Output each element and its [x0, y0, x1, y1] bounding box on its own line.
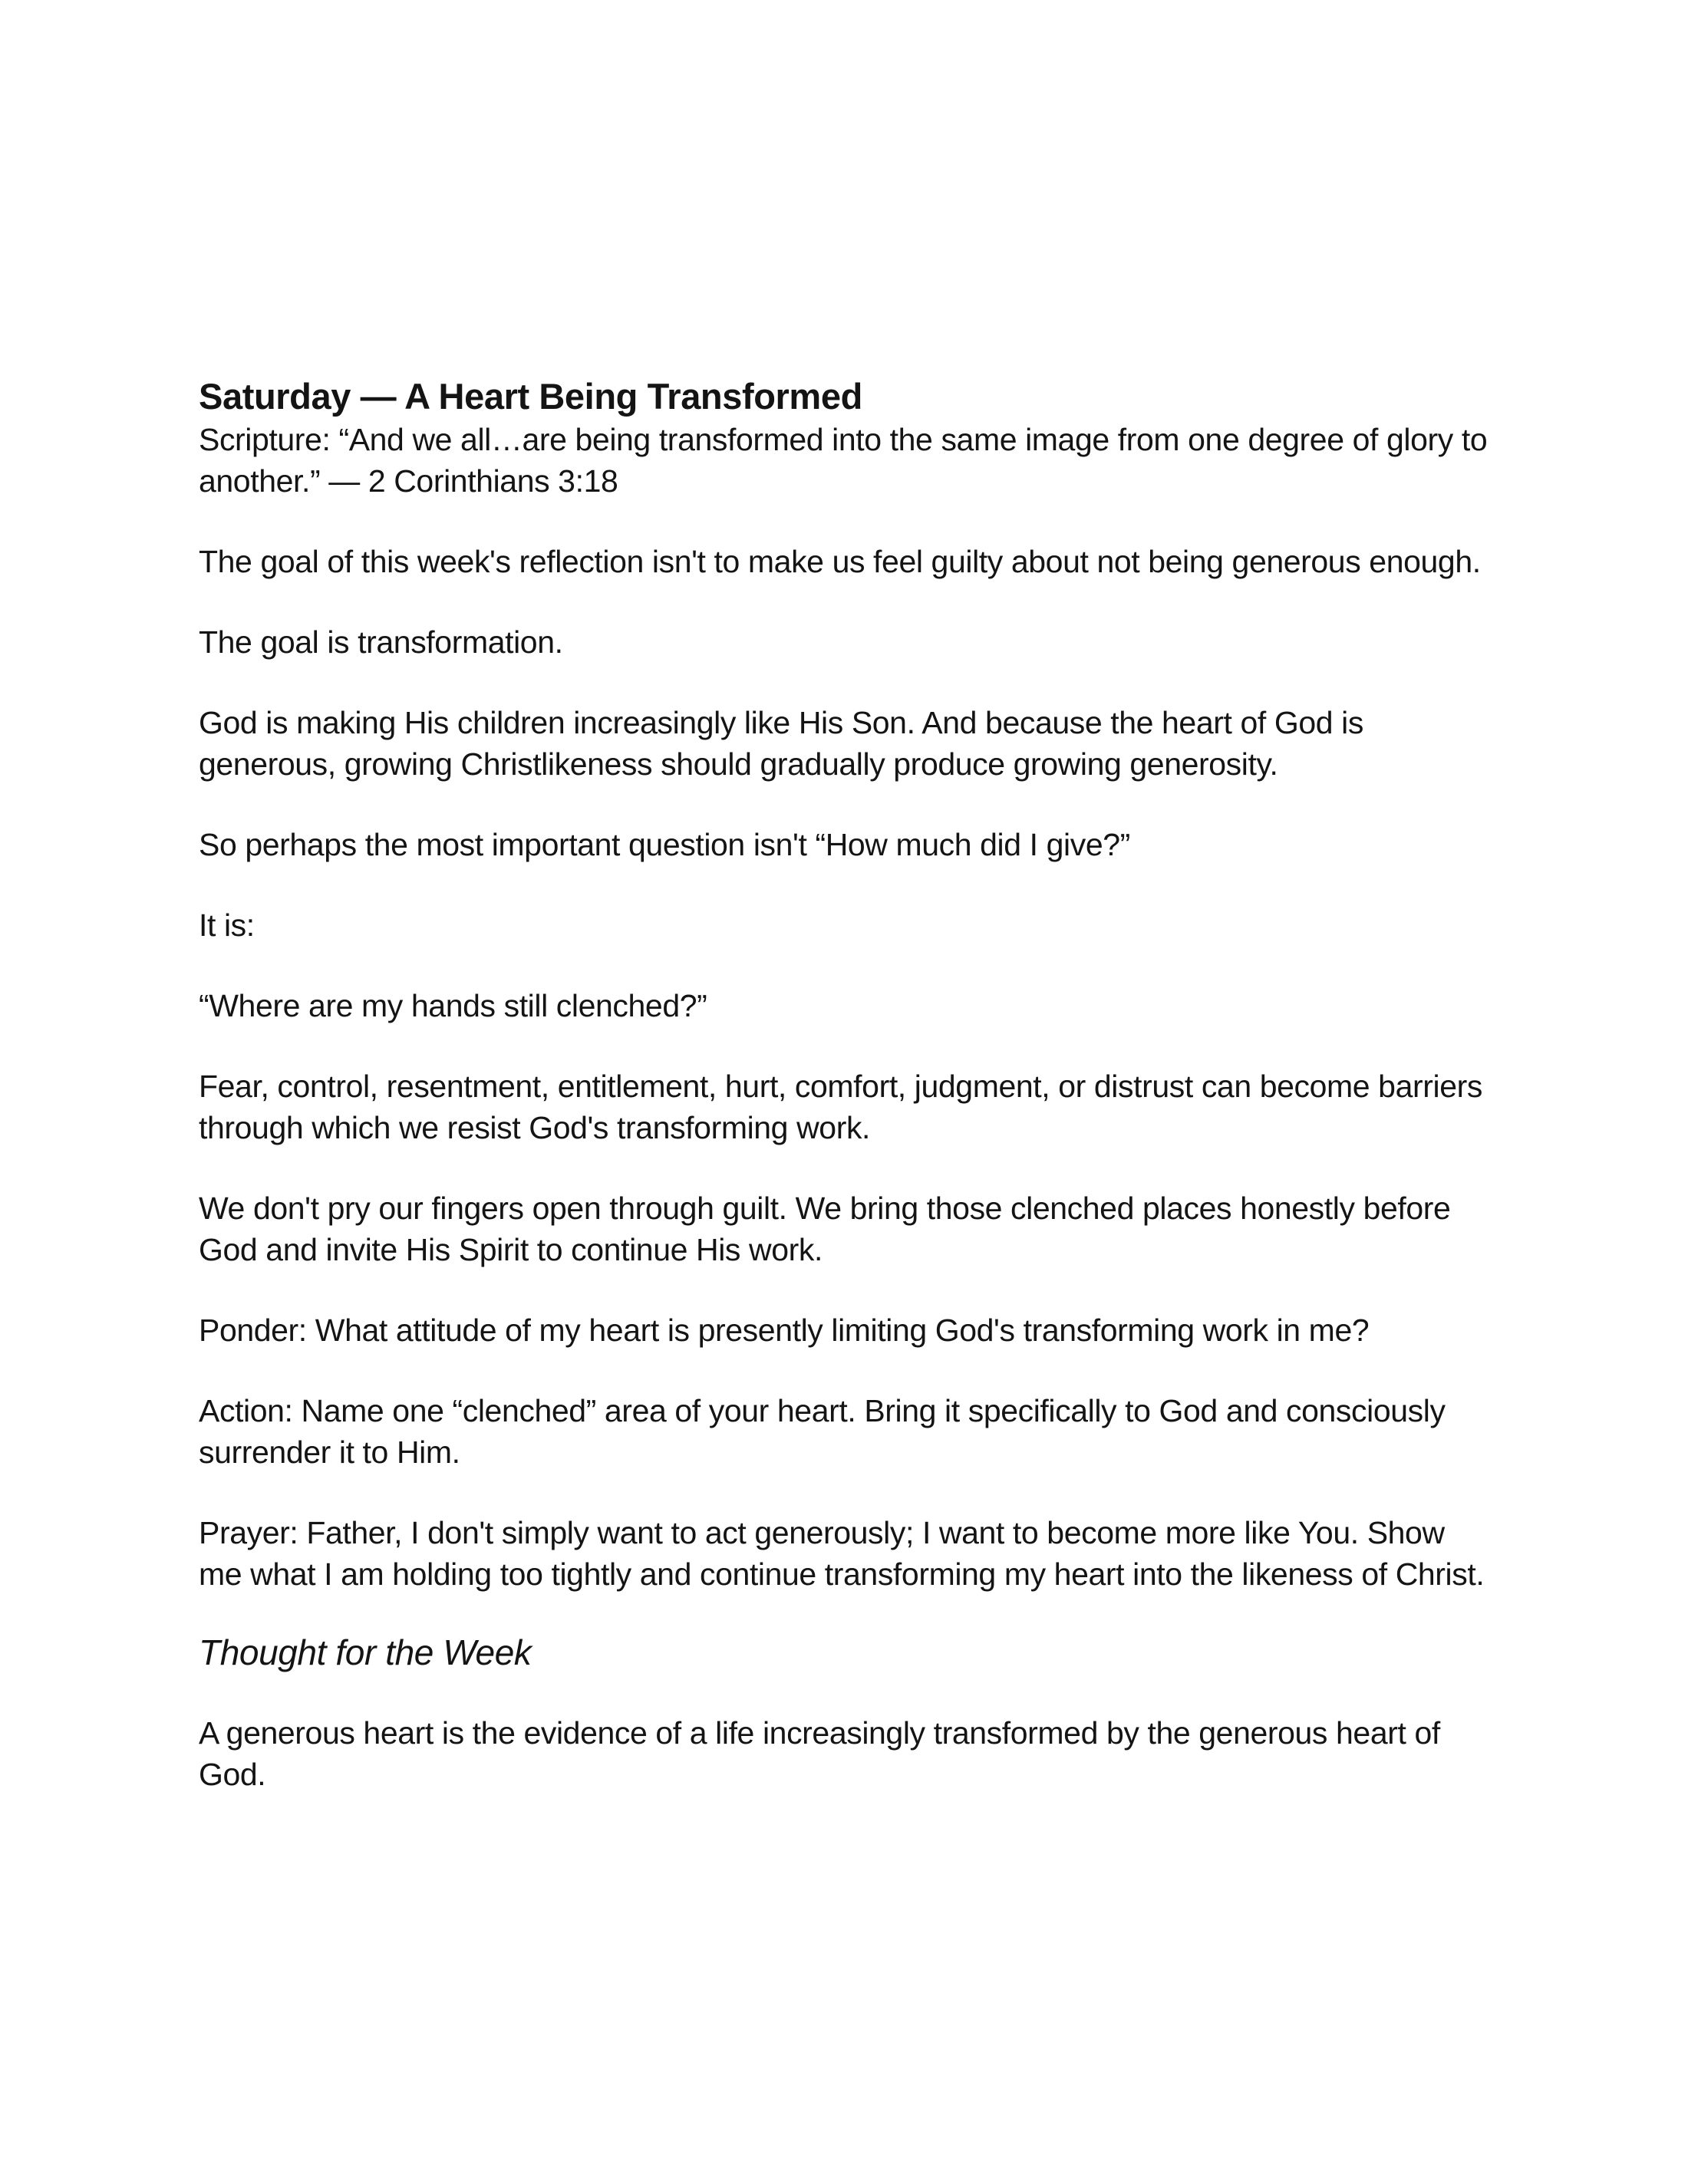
action-text: Action: Name one “clenched” area of your heart. Bring it specifically to God and consciously surrender it to Him. [199, 1393, 1446, 1470]
scripture-text: Scripture: “And we all…are being transformed into the same image from one degree of glory to another.” — 2 Corinthians 3:18 [199, 422, 1488, 499]
document-page [199, 374, 1488, 1795]
paragraph-it-is: It is: [199, 908, 255, 943]
paragraph-barriers: Fear, control, resentment, entitlement, hurt, comfort, judgment, or distrust can become barriers through which we resist God's transforming work. [199, 1069, 1482, 1145]
prayer-text: Prayer: Father, I don't simply want to act generously; I want to become more like You. Show me what I am holding too tightly and continue transforming my heart into the likeness of Christ. [199, 1515, 1485, 1592]
thought-heading: Thought for the Week [199, 1632, 532, 1672]
paragraph-guilt-fingers: We don't pry our fingers open through guilt. We bring those clenched places honestly before God and invite His Spirit to continue His work. [199, 1191, 1451, 1267]
paragraph-important-question: So perhaps the most important question isn't “How much did I give?” [199, 827, 1130, 862]
paragraph-christlikeness: God is making His children increasingly like His Son. And because the heart of God is generous, growing Christlikeness should gradually produce growing generosity. [199, 705, 1363, 782]
paragraph-goal-transformation: The goal is transformation. [199, 624, 563, 660]
page-title: Saturday — A Heart Being Transformed [199, 376, 862, 417]
paragraph-goal-guilt: The goal of this week's reflection isn't to make us feel guilty about not being generous enough. [199, 544, 1481, 579]
thought-text: A generous heart is the evidence of a life increasingly transformed by the generous heart of God. [199, 1715, 1440, 1792]
paragraph-clenched-question: “Where are my hands still clenched?” [199, 988, 707, 1023]
ponder-text: Ponder: What attitude of my heart is presently limiting God's transforming work in me? [199, 1313, 1370, 1348]
